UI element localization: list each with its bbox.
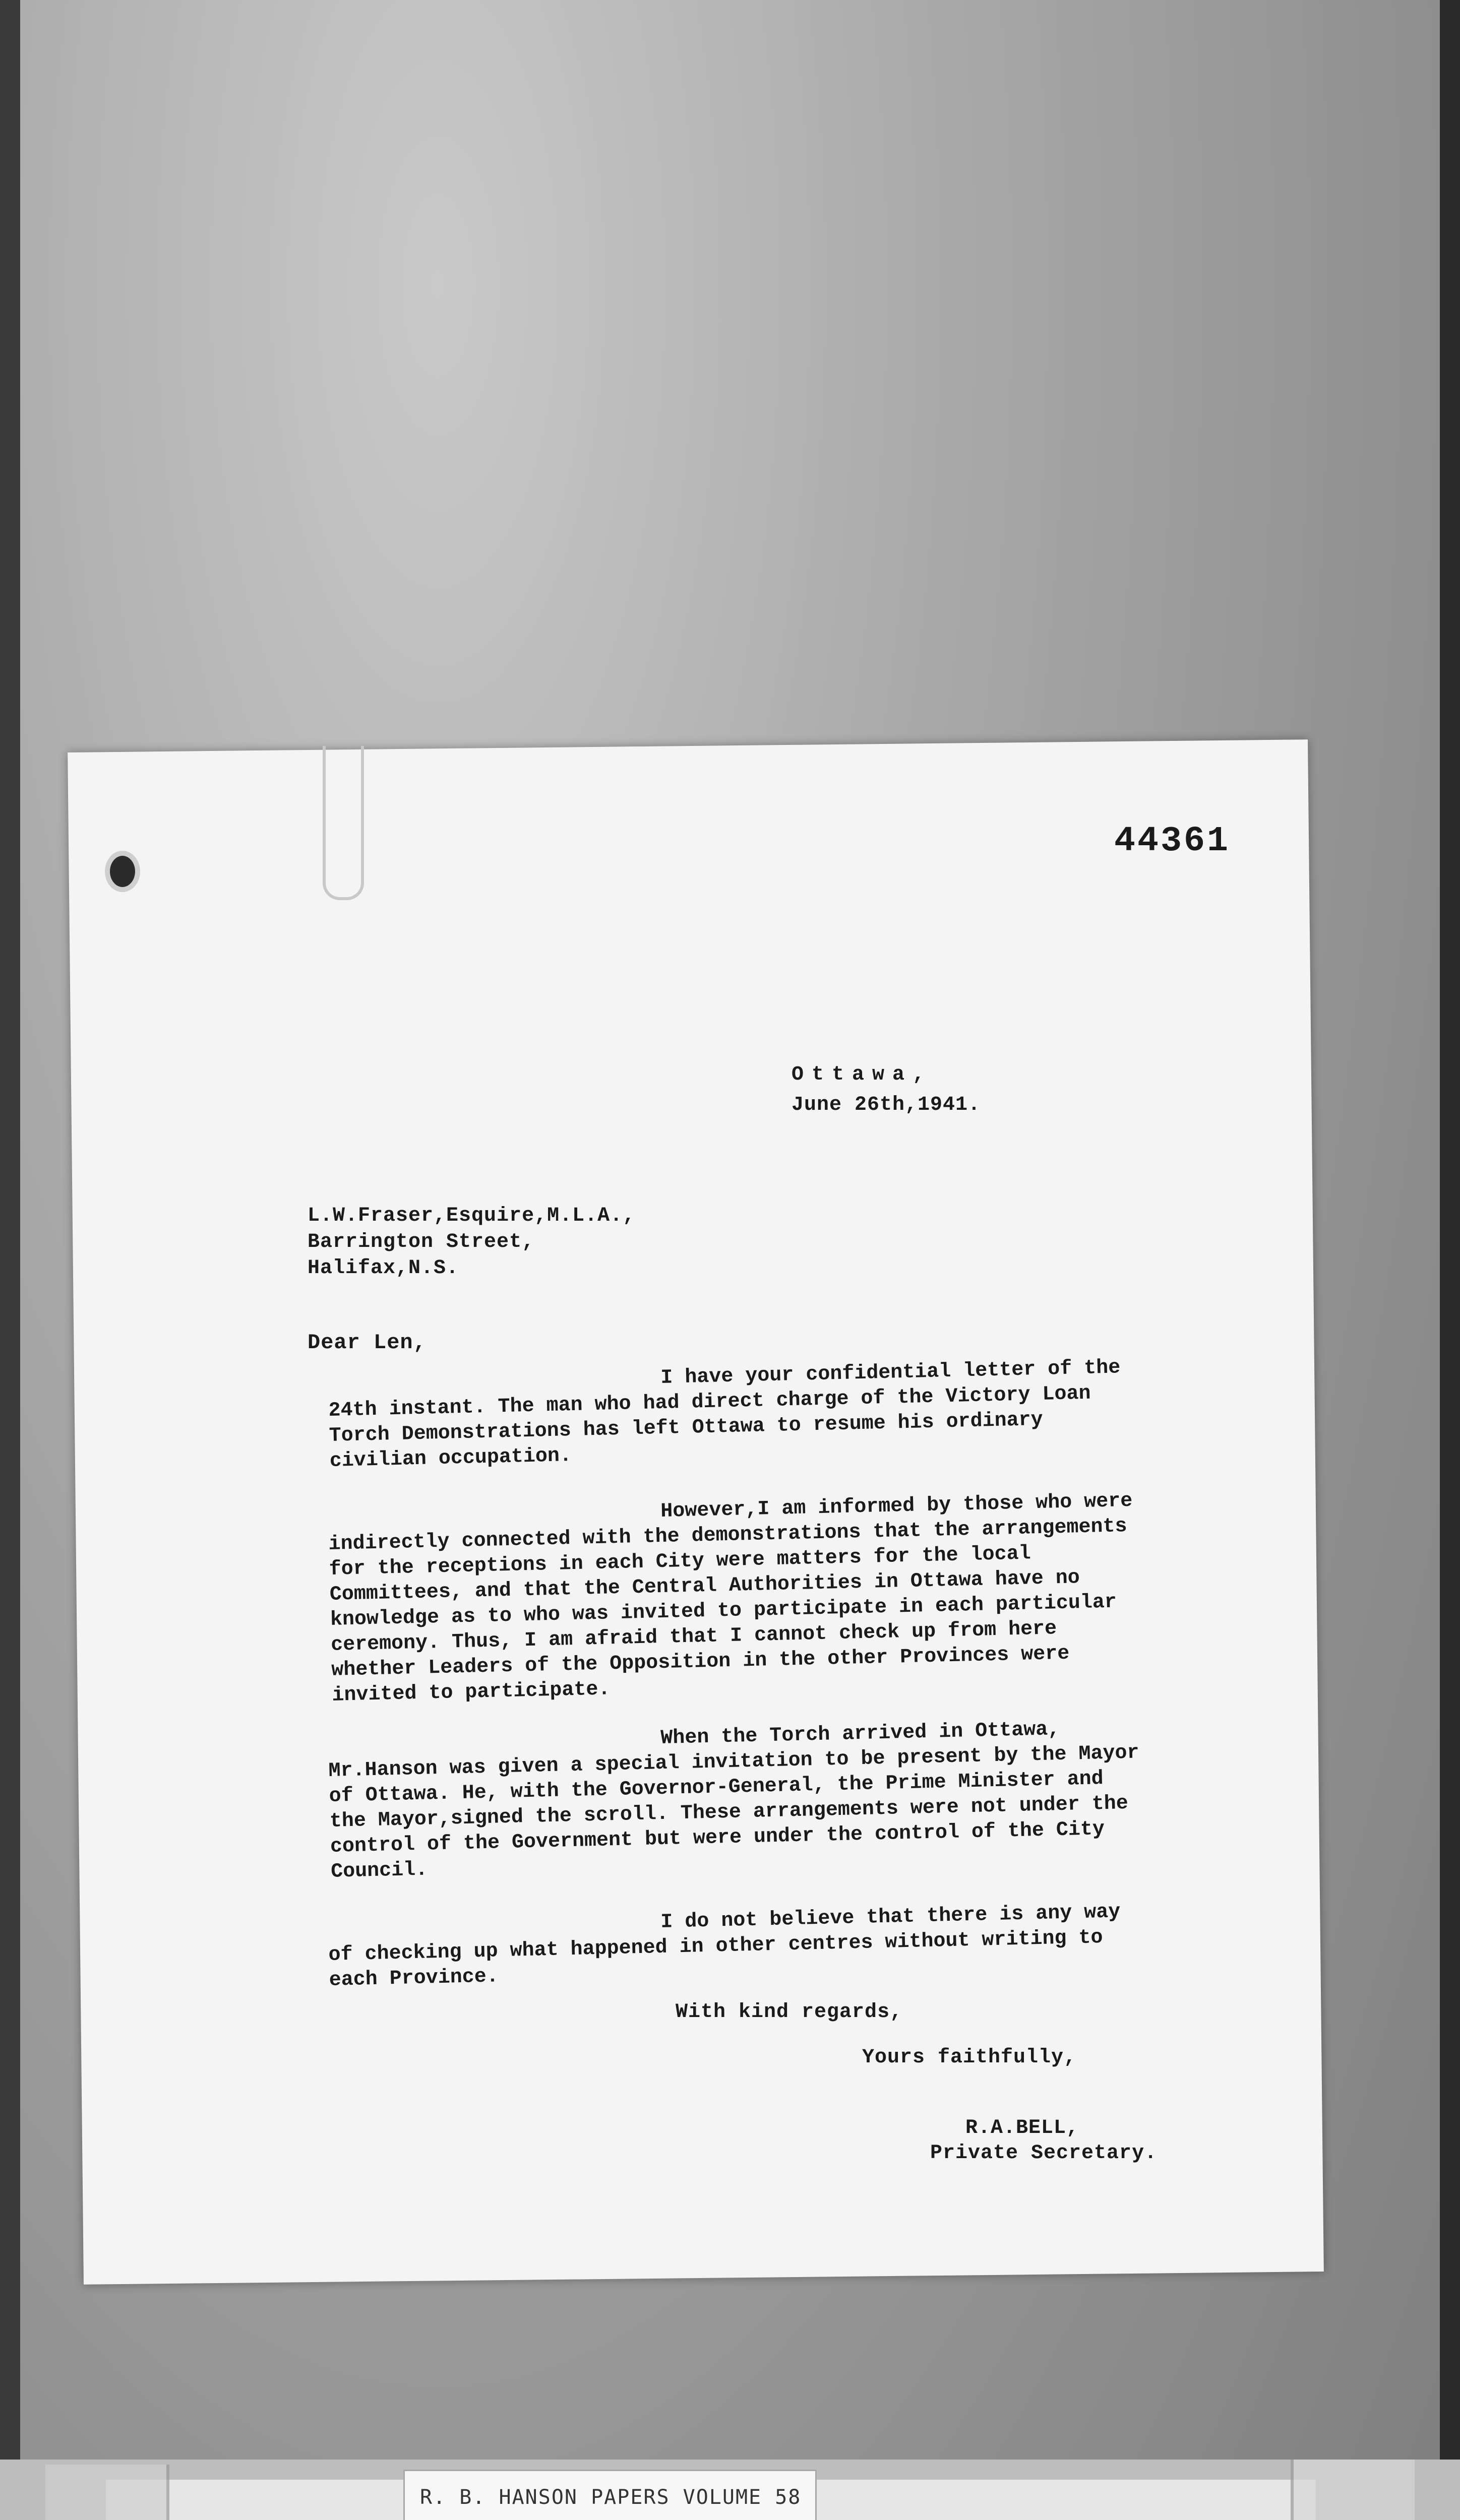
punch-hole-icon [105, 851, 140, 892]
salutation: Dear Len, [308, 1331, 427, 1355]
volume-label: R. B. HANSON PAPERS VOLUME 58 [403, 2470, 817, 2520]
letter-paragraph-4: I do not believe that there is any way of checking up what happened in other centres without writing to each Province. [328, 1901, 1121, 1992]
signer-name: R.A.BELL, [965, 2117, 1079, 2139]
paper-clip-mark [323, 746, 364, 900]
letter-paragraph-2: However,I am informed by those who were indirectly connected with the demonstrations that the arrangements for the receptions in each City were matters for the local Committees, and that the Central Authorities in Ottawa have no knowledge as to who was invited to participate in each particular ceremony. Thus, I am afraid that I cannot check up from here whether Leaders of the Opposition in the other Provinces were invited to participate. [328, 1489, 1133, 1707]
signer-title: Private Secretary. [930, 2142, 1158, 2165]
recipient-line-2: Barrington Street, [308, 1231, 535, 1253]
recipient-line-3: Halifax,N.S. [308, 1257, 459, 1280]
closing-phrase: Yours faithfully, [862, 2046, 1077, 2069]
tape-right [1291, 2460, 1415, 2520]
scan-edge-left [0, 0, 20, 2520]
letter-paragraph-3: When the Torch arrived in Ottawa, Mr.Hanson was given a special invitation to be present by the Mayor of Ottawa. He, with the Governor-General, the Prime Minister and the Mayor,signed the scroll. These arrangements were not under the control of the Government but were under the control of the City Council. [328, 1718, 1140, 1883]
letter-paragraph-1: I have your confidential letter of the 24th instant. The man who had direct charge of the Victory Loan Torch Demonstrations has left Ottawa to resume his ordinary civilian occupation. [328, 1356, 1121, 1473]
tape-left [45, 2465, 169, 2520]
letter-city: Ottawa, [792, 1063, 933, 1086]
scan-edge-right [1440, 0, 1460, 2520]
letter-date: June 26th,1941. [792, 1094, 981, 1116]
recipient-line-1: L.W.Fraser,Esquire,M.L.A., [308, 1205, 636, 1227]
closing-regards: With kind regards, [676, 2001, 903, 2024]
document-number: 44361 [1114, 822, 1231, 861]
